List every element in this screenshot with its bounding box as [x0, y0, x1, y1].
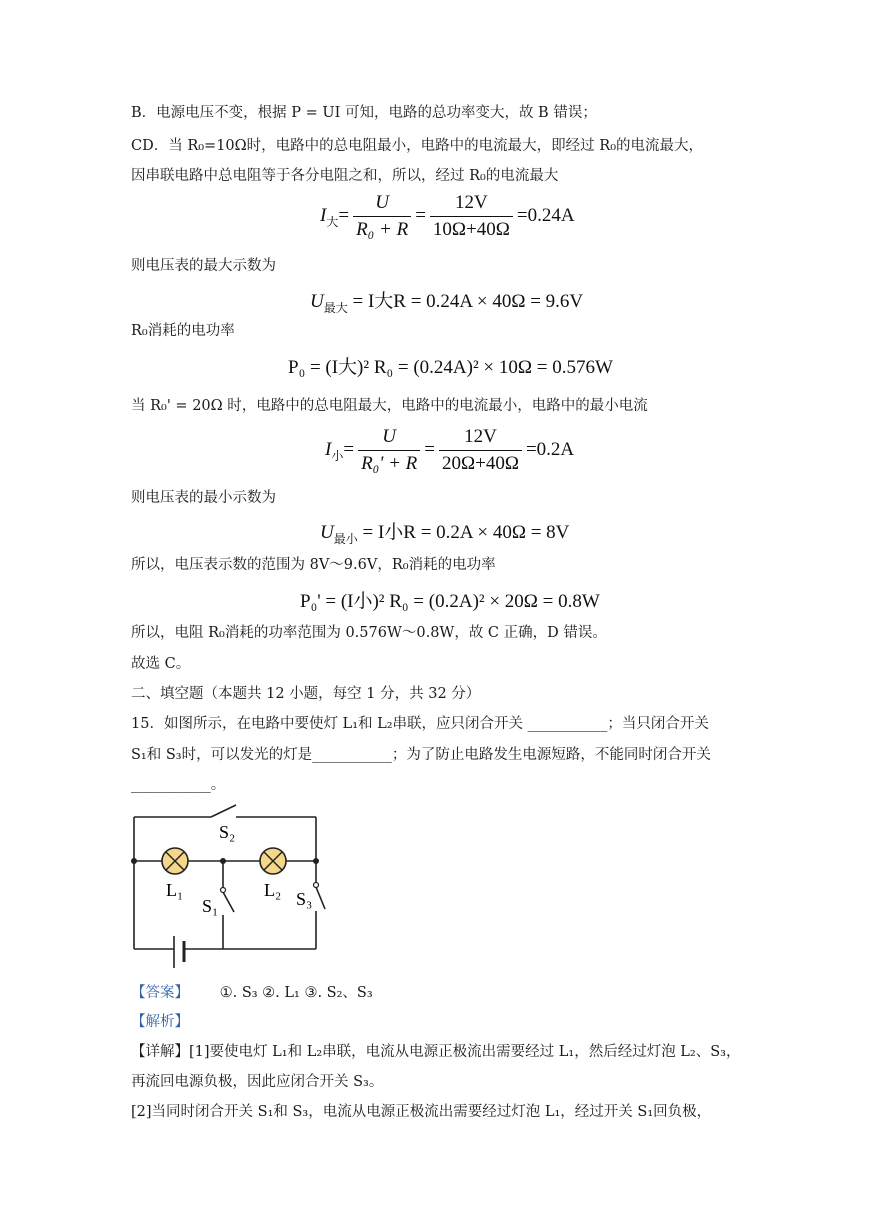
detail-line1: 【详解】[1]要使电灯 L₁和 L₂串联，电流从电源正极流出需要经过 L₁，然后经过灯泡 L₂、S₃，	[131, 1044, 741, 1060]
answer-row	[131, 983, 373, 1003]
lamp-l1-icon	[162, 848, 188, 874]
circuit-diagram	[126, 800, 336, 978]
answer-tag: 【答案】	[131, 985, 189, 1001]
text-line-cd1: CD．当 R₀=10Ω时，电路中的总电阻最小，电路中的电流最大，即经过 R₀的电流最大，	[131, 138, 704, 154]
text-line-prange: 所以，电阻 R₀消耗的功率范围为 0.576W～0.8W，故 C 正确，D 错误。	[131, 625, 607, 641]
question-15-line1: 15．如图所示，在电路中要使灯 L₁和 L₂串联，应只闭合开关 ___________；当只闭合开关	[131, 716, 709, 732]
text-line-choose: 故选 C。	[131, 656, 191, 672]
detail-line3: [2]当同时闭合开关 S₁和 S₃，电流从电源正极流出需要经过灯泡 L₁，经过开关 S₁回负极，	[131, 1104, 712, 1120]
analysis-tag: 【解析】	[131, 1014, 189, 1030]
text-line-cd2: 因串联电路中总电阻等于各分电阻之和，所以，经过 R₀的电流最大	[131, 168, 559, 184]
text-line-vmin: 则电压表的最小示数为	[131, 490, 276, 506]
text-line-b: B．电源电压不变，根据 P = UI 可知，电路的总功率变大，故 B 错误；	[131, 105, 597, 121]
text-line-when20: 当 R₀' = 20Ω 时，电路中的总电阻最大，电路中的电流最小，电路中的最小电流	[131, 398, 648, 414]
formula-p0-min: P₀' = (I小)² R₀ = (0.2A)² × 20Ω = 0.8W	[300, 591, 600, 612]
formula-i-min: $I_小=$ $\frac{U}{\text{R₀' + R}}$ = $\frac{12V}{20\Omega+40\Omega}$ =0.2A	[325, 426, 575, 474]
text-line-vmax: 则电压表的最大示数为	[131, 258, 276, 274]
formula-u-max: $U_{最大} = I$大R = 0.24A × 40Ω = 9.6V	[310, 291, 584, 315]
label-l1: L₁	[166, 880, 184, 900]
formula-i-max: $I_大=$ $\frac{U}{\text{R₀ + R}}$ = $\frac{12V}{10\Omega+40\Omega}$ =0.24A	[320, 192, 575, 240]
text-line-r0p: R₀消耗的电功率	[131, 323, 235, 339]
label-s2: S₂	[219, 822, 236, 842]
text-line-range: 所以，电压表示数的范围为 8V～9.6V，R₀消耗的电功率	[131, 557, 496, 573]
section-heading: 二、填空题（本题共 12 小题，每空 1 分，共 32 分）	[131, 686, 481, 702]
formula-p0-max: P₀ = (I大)² R₀ = (0.24A)² × 10Ω = 0.576W	[288, 357, 613, 378]
question-15-line3: ___________。	[131, 777, 226, 793]
formula-u-min: $U_{最小} = I$小R = 0.2A × 40Ω = 8V	[320, 522, 570, 546]
answer-body: ①. S₃ ②. L₁ ③. S₂、S₃	[219, 985, 373, 1001]
label-s3: S₃	[296, 889, 313, 909]
label-s1: S₁	[202, 896, 219, 916]
detail-line2: 再流回电源负极，因此应闭合开关 S₃。	[131, 1074, 384, 1090]
question-15-line2: S₁和 S₃时，可以发光的灯是___________；为了防止电路发生电源短路，不能同时闭合开关	[131, 747, 711, 763]
lamp-l2-icon	[260, 848, 286, 874]
label-l2: L₂	[264, 880, 282, 900]
